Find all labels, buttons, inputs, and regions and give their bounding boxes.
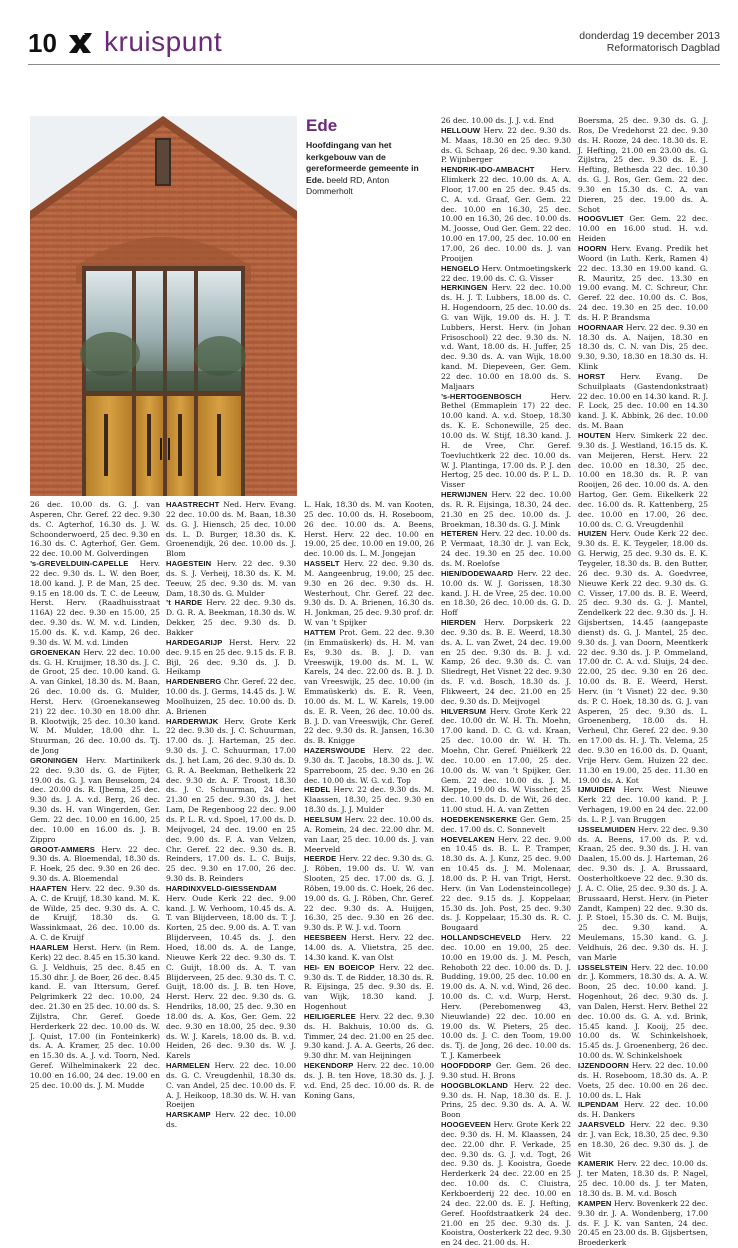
church-service-entry xyxy=(30,559,160,648)
service-times: Herv. 22 dec. 9.30 ds. A. Bloemendal, 18.30 ds. F. Hoek, 25 dec. 9.30 en 26 dec. 9.30 ds. A. Bloemendal xyxy=(30,844,161,884)
service-times: Herv. 22 dec. 9.30 ds. M. Klaassen, 18.30, 25 dec. 9.30 en 18.30 ds. J. J. Mulder xyxy=(304,785,434,815)
church-service-entry xyxy=(578,1061,708,1100)
place-name: HOLLANDSCHEVELD xyxy=(441,933,521,943)
church-service-entry xyxy=(441,1081,571,1120)
church-service-entry xyxy=(304,500,434,559)
church-service-entry xyxy=(304,628,434,746)
church-service-entry xyxy=(441,1061,571,1081)
place-name: GROOT-AMMERS xyxy=(30,844,95,854)
service-times: Herv. 22 dec. 9.30 ds. A. C. de Kruijf, 18.30 kand. M. K. de Wilde, 25 dec. 9.30 ds. A. C. de Kruijf, 18.30 ds. G. Wassinkmaat, 26 dec. 10.00 ds. A. C. de Kruijf xyxy=(30,883,161,943)
church-service-entry xyxy=(578,116,708,214)
service-times: Herv. 22 dec. 10.00 ds. A. Romein, 24 dec. 22.00 dhr. M. van Laar, 25 dec. 10.00 ds. J. van Meerveld xyxy=(304,815,434,854)
church-service-entry xyxy=(441,815,571,835)
place-name: HASSELT xyxy=(304,559,340,569)
place-name: HOEDEKENSKERKE xyxy=(441,814,518,824)
place-name: HAGESTEIN xyxy=(166,559,212,569)
place-name: GROENEKAN xyxy=(30,647,81,657)
church-service-entry xyxy=(166,717,296,884)
place-name: HELLOUW xyxy=(441,125,481,135)
caption-text xyxy=(306,140,436,198)
service-times: 26 dec. 10.00 ds. J. J. v.d. End xyxy=(441,116,554,125)
place-name: HENGELO xyxy=(441,263,480,273)
service-times: Ger. Gem. 25 dec. 17.00 ds. C. Sonnevelt xyxy=(441,814,571,834)
place-name: HORST xyxy=(578,371,606,381)
service-times: Herv. 22 dec. 10.00 en 19.00, 25 dec. 10.00 en 19.00 ds. J. M. Pesch, Rehoboth 22 dec. 10.00 ds. D. J. Budding, 19.00, 25 dec. 10.00 en 19.00 ds. A. N. v.d. Wind, 26 dec. 10.00 ds. C. v.d. Wurp, Herst. Herv. (Perebomenweg 43, Nieuwlande) 22 dec. 10.00 en 19.00 ds. W. Pieters, 25 dec. 10.00 ds. J. C. den Toom, 19.00 ds. Tj. de Jong, 26 dec. 10.00 ds. T. J. Kamerbeek xyxy=(441,933,571,1061)
place-name: HARSKAMP xyxy=(166,1110,211,1120)
service-times: Herv. 22 dec. 10.00 ds. G. C. Vreugdenhil, 18.30 ds. C. van Andel, 25 dec. 10.00 ds. F. A. J. Heikoop, 18.30 ds. W. H. van Roeijen xyxy=(166,1061,296,1110)
church-service-entry xyxy=(441,569,571,618)
place-name: ’s-HERTOGENBOSCH xyxy=(441,391,522,401)
service-times: Herv. 22 dec. 10.00 ds. J. B. ten Hove, 18.30 ds. J. J. v.d. End, 25 dec. 10.00 ds. R. de Koning Gans, xyxy=(304,1061,435,1100)
masthead xyxy=(28,22,720,62)
church-service-entry xyxy=(30,648,160,756)
service-times: Herv. 22 dec. 9.30 ds. H. Bakhuis, 10.00 ds. G. Timmer, 24 dec. 21.00 en 25 dec. 9.30 kand. J. A. A. Geerts, 26 dec. 9.30 dhr. M. van Heijningen xyxy=(304,1011,435,1061)
service-times: Herv. 22 dec. 9.30 ds. H. Nap, 18.30 ds. E. J. Prins, 25 dec. 9.30 ds. A. A. W. Boon xyxy=(441,1080,572,1120)
place-name: KAMERIK xyxy=(578,1159,615,1169)
church-service-entry xyxy=(441,165,571,263)
church-service-entry xyxy=(441,933,571,1061)
service-times: Herv. 22 dec. 10.00 dr. J. Kommers, 18.30 ds. A. A. W. Boon, 25 dec. 10.00 kand. J. Hogenhout, 26 dec. 9.30 ds. J. van Dalen, Herst. Herv. Bethel 22 dec. 10.00 ds. G. A. v.d. Brink, 15.45 kand. J. Kooij, 25 dec. 10.00 ds. W. Schinkelshoek, 15.45 ds. J. Groenenberg, 26 dec. 10.00 ds. W. Schinkelshoek xyxy=(578,962,708,1061)
church-facade-photo xyxy=(30,116,297,496)
service-times: Herv. 22 dec. 9.30 ds. T. de Ridder, 18.30 ds. R. R. Eijsinga, 25 dec. 9.30 ds. E. van Wijk, 18.30 kand. J. Hogenhout xyxy=(304,962,434,1012)
service-times: Herv. 22 dec. 10.00 ds. G. H. Kruijmer, 18.30 ds. J. C. de Groot, 25 dec. 10.00 kand. G. A. van Ginkel, 18.30 ds. M. Baan, 26 dec. 10.00 ds. G. Mulder, Herst. Herv. (Groenekanseweg 21) 22 dec. 10.30 en 18.00 dhr. B. Klootwijk, 25 dec. 10.30 kand. W. M. Mulder, 18.00 dhr. L. Stuurman, 26 dec. 10.00 ds. Tj. de Jong xyxy=(30,647,160,756)
place-name: HIEN/DODEWAARD xyxy=(441,568,514,578)
church-service-entry xyxy=(578,431,708,529)
service-times: Boersma, 25 dec. 9.30 ds. G. J. Ros, De Vredehorst 22 dec. 9.30 ds. H. Rooze, 24 dec. 18.30 ds. E. J. Hefting, 21.00 en 23.00 ds. G. Zijlstra, 25 dec. 9.30 ds. E. J. Hefting, Bethesda 22 dec. 10.30 ds. G. J. Ros, Ger. Gem. 22 dec. 9.30 en 15.30 ds. C. A. van Dieren, 25 dec. 19.00 ds. A. Schot xyxy=(578,116,708,214)
listing-column-3 xyxy=(304,500,435,1100)
church-service-entry xyxy=(578,963,708,1061)
service-times: Ned. Herv. Evang. 22 dec. 10.00 ds. M. Baan, 18.30 ds. G. J. Hiensch, 25 dec. 10.00 ds. L. D. Burger, 18.30 ds. K. Groenendijk, 26 dec. 10.00 ds. J. Blom xyxy=(166,500,296,559)
church-service-entry xyxy=(166,500,296,559)
place-name: ILPENDAM xyxy=(578,1100,619,1110)
place-name: HILVERSUM xyxy=(441,706,487,716)
church-service-entry xyxy=(30,884,160,943)
service-times: Herv. 22 dec. 9.30 ds. G. J. Röben, 19.00 ds. U. W. van Slooten, 25 dec. 17.00 ds. G. J. Röben, 19.00 ds. C. Hoek, 26 dec. 19.00 ds. G. J. Röben, Chr. Geref. 22 dec. 9.30 ds. A. Huijgen, 16.30, 25 dec. 9.30 en 26 dec. 9.30 ds. P. W. J. v.d. Toorn xyxy=(304,854,434,933)
place-name: HIERDEN xyxy=(441,618,476,628)
caption-title: Ede xyxy=(306,116,338,135)
place-name: HETEREN xyxy=(441,529,478,539)
church-service-entry xyxy=(578,323,708,372)
listing-column-4 xyxy=(441,116,572,1248)
church-service-entry xyxy=(304,815,434,854)
place-name: HATTEM xyxy=(304,627,336,637)
place-name: HARDENBERG xyxy=(166,677,222,687)
service-times: Chr. Geref. 22 dec. 10.00 ds. J. Germs, 14.45 ds. J. W. Moolhuizen, 25 dec. 10.00 ds. D. A. Brienen xyxy=(166,677,296,716)
place-name: HOOGEVEEN xyxy=(441,1120,491,1130)
cross-icon xyxy=(66,30,94,58)
service-times: Herv. 22 dec. 9.30 ds. S. J. Verheij, 18.30 ds. K. M. Teeuw, 25 dec. 9.30 ds. M. van Dam, 18.30 ds. G. Mulder xyxy=(166,559,296,598)
church-service-entry xyxy=(166,884,296,1061)
service-times: Ger. Gem. 22 dec. 10.00 en 16.00 stud. H. v.d. Heiden xyxy=(578,214,708,244)
church-service-entry xyxy=(578,529,708,785)
service-times: Herv. 22 dec. 9.30 ds. M. Maas, 18.30 en 25 dec. 9.30 ds. G. Schaap, 26 dec. 9.30 kand. P. Wijnberger xyxy=(441,125,572,165)
service-times: Herst. Herv. (in Rem. Kerk) 22 dec. 8.45 en 15.30 kand. G. J. Veldhuis, 25 dec. 8.45 en 15.30 dhr. J. de Boer, 26 dec. 8.45 kand. E. van Ittersum, Geref. Pelgrimkerk 22 dec. 10.00, 24 dec. 21.30 en 25 dec. 10.00 ds. S. Zijlstra, Chr. Geref. Goede Herderkerk 22 dec. 10.00 ds. W. J. Quist, 17.00 (in Fonteinkerk) ds. A. A. Kramer, 25 dec. 10.00 en 15.30 ds. A. J. v.d. Toorn, Ned. Geref. Wilhelminakerk 22 dec. 10.00 en 16.00, 24 dec. 19.00 en 25 dec. 10.00 ds. J. M. Mudde xyxy=(30,942,160,1090)
church-service-entry xyxy=(166,677,296,716)
service-times: Herv. 22 dec. 9.30 en 18.30 ds. A. Naijen, 18.30 en 18.30 ds. C. N. van Dis, 25 dec. 9.30, 9.30, 18.30 en 18.30 ds. H. Klink xyxy=(578,322,708,372)
place-name: HEELSUM xyxy=(304,815,342,824)
service-times: Herv. 22 dec. 10.00 ds. H. J. T. Lubbers, 18.00 ds. C. H. Hogendoorn, 25 dec. 10.00 ds. G. van Wijk, 19.00 ds. H. J. T. Lubbers, Herst. Herv. (in Johan Frisoschool) 22 dec. 9.30 ds. N. v.d. Want, 18.00 ds. H. Juffer, 25 dec. 9.30 ds. A. van Wijk, 18.00 kand. M. Diepeveen, Ger. Gem. 22 dec. 10.00 en 18.00 ds. S. Maljaars xyxy=(441,283,571,391)
service-times: Herv. 22 dec. 10.00 ds. P. Vermaat, 18.30 dr. J. van Eck, 24 dec. 19.30 en 25 dec. 10.00 ds. M. Roelofse xyxy=(441,529,571,568)
service-times: Herv. 22 dec. 9.30 ds. A. Beens, 17.00 ds. P. v.d. Kraan, 25 dec. 9.30 ds. J. H. van Daalen, 15.00 ds. J. Harteman, 26 dec. 9.30 ds. J. A. Brussaard, Oosterholtkoeve 22 dec. 9.30 ds. J. A. C. Olie, 25 dec. 9.30 ds. J. A. Brussaard, Herst. Herv. (in Pieter Zandt, Kampen) 22 dec. 9.30 ds. J. P. Stoel, 15.30 ds. C. M. Buijs, 25 dec. 9.30 kand. A. Meulemans, 15.30 kand. G. J. Veldhuis, 26 dec. 9.30 ds. H. J. van Marle xyxy=(578,824,708,962)
service-times: Herv. 22 dec. 10.00 ds. xyxy=(166,1110,297,1130)
church-service-entry xyxy=(30,756,160,845)
service-times: Ger. Gem. 26 dec. 9.30 stud. H. Brons xyxy=(441,1061,571,1080)
place-name: HOORN xyxy=(578,243,607,253)
church-service-entry xyxy=(166,638,296,677)
place-name: HERWIJNEN xyxy=(441,490,488,500)
place-name: HAARLEM xyxy=(30,942,69,952)
place-name: HOUTEN xyxy=(578,431,611,440)
place-name: HARDERWIJK xyxy=(166,716,219,726)
place-name: HARMELEN xyxy=(166,1061,210,1071)
place-name: IJSSELMUIDEN xyxy=(578,824,636,834)
place-name: IJZENDOORN xyxy=(578,1061,629,1070)
place-name: KAMPEN xyxy=(578,1198,612,1208)
church-service-entry xyxy=(441,707,571,815)
caption-credit: beeld RD, Anton Dommerholt xyxy=(306,174,390,196)
place-name: HEERDE xyxy=(304,854,337,864)
service-times: Herv. Grote Kerk 22 dec. 10.00 dr. W. H. Th. Moehn, 17.00 kand. D. C. G. v.d. Kraan, 25 dec. 10.00 dr. W. H. Th. Moehn, Chr. Geref. Pniëlkerk 22 dec. 10.00 en 17.00, 25 dec. 10.00 ds. W. van ’t Spijker, Ger. Gem. 22 dec. 10.00 ds. J. M. Kleppe, 19.00 ds. W. Visscher, 25 dec. 10.00 ds. D. de Wit, 26 dec. 11.00 stud. H. A. van Zetten xyxy=(441,706,572,815)
service-times: Herv. Evang. De Schuilplaats (Gastendonkstraat) 22 dec. 10.00 en 14.30 kand. R. J. F. Lock, 25 dec. 10.00 en 14.30 kand. J. K. Abbink, 26 dec. 10.00 ds. M. Baan xyxy=(578,371,708,431)
place-name: HOOFDDORP xyxy=(441,1061,492,1070)
service-times: Herv. 22 dec. 10.00 ds. J. ter Maten, 18.30 ds. P. Nagel, 25 dec. 10.00 ds. J. ter Maten, 18.30 ds. B. M. v.d. Bosch xyxy=(578,1159,708,1198)
service-times: Herv. 22 dec. 9.30 ds. M. Aangeenbrug, 19.00, 25 dec. 9.30 en 26 dec. 9.30 ds. H. Westerhout, Chr. Geref. 22 dec. 9.30 ds. D. A. Brienen, 16.30 ds. H. Jonkman, 25 dec. 9.30 prof. dr. W. van ’t Spijker xyxy=(304,559,435,628)
caption-lead: Hoofdingang van het kerkgebouw van de gereformeerde gemeente in Ede. xyxy=(306,140,419,185)
masthead-rule xyxy=(28,64,720,65)
place-name: HARDEGARIJP xyxy=(166,637,223,647)
service-times: Herv. 22 dec. 9.30 ds. L. W. den Boer, 18.00 kand. J. P. de Man, 25 dec. 9.15 en 18.00 ds. T. C. de Leeuw, Herst. Herv. (Raadhuisstraat 116A) 22 dec. 9.30 en 15.00, 25 dec. 9.30 ds. W. M. v.d. Linden, 15.00 ds. K. v.d. Kamp, 26 dec. 9.30 ds. W. M. v.d. Linden xyxy=(30,559,160,647)
church-service-entry xyxy=(578,1199,708,1248)
place-name: HEESBEEN xyxy=(304,933,347,943)
service-times: 26 dec. 10.00 ds. G. J. van Asperen, Chr. Geref. 22 dec. 9.30 ds. C. Agterhof, 16.30 ds. J. W. Schoonderwoerd, 25 dec. 9.30 en 16.30 ds. C. Agterhof, Ger. Gem. 22 dec. 10.00 M. Golverdingen xyxy=(30,500,160,559)
listing-column-1 xyxy=(30,500,161,1090)
church-service-entry xyxy=(578,825,708,963)
church-service-entry xyxy=(441,1120,571,1248)
service-times: Herst. Herv. 22 dec. 9.15 en 25 dec. 9.15 ds. F. B. Bijl, 26 dec. 9.30 ds. J. D. Heikamp xyxy=(166,637,296,677)
church-service-entry xyxy=(441,490,571,529)
service-times: Herst. Herv. 22 dec. 14.00 ds. A. Vlietstra, 25 dec. 14.30 kand. K. van Olst xyxy=(304,933,435,962)
listing-column-5 xyxy=(578,116,709,1248)
place-name: HENDRIK-IDO-AMBACHT xyxy=(441,165,535,175)
place-name: IJSSELSTEIN xyxy=(578,962,628,972)
place-name: HAAFTEN xyxy=(30,883,67,893)
place-name: ’s-GREVELDUIN-CAPELLE xyxy=(30,559,129,569)
church-service-entry xyxy=(304,1012,434,1061)
church-service-entry xyxy=(166,598,296,637)
service-times: Herv. Dorpskerk 22 dec. 9.30 ds. B. E. Weerd, 18.30 ds. A. L. van Zwet, 24 dec. 19.00 en 25 dec. 9.30 ds. B. J. v.d. Kamp, 26 dec. 9.30 ds. C. van Sliedregt, Het Visnet 22 dec. 9.30 ds. F. v.d. Bosch, 18.30 ds. J. Flikweert, 24 dec. 21.00 en 25 dec. 9.30 ds. D. Meijvogel xyxy=(441,618,572,706)
service-times: Herv. 22 dec. 9.30 ds. D. G. R. A. Beekman, 18.30 ds. W. Dekker, 25 dec. 9.30 ds. D. Bakker xyxy=(166,598,296,637)
church-service-entry xyxy=(441,835,571,933)
listing-column-2 xyxy=(166,500,297,1130)
place-name: HOORNAAR xyxy=(578,322,624,332)
church-service-entry xyxy=(304,785,434,815)
service-times: Herv. Grote Kerk 22 dec. 9.30 ds. H. M. Klaassen, 24 dec. 22.00 dhr. F. Verkade, 25 dec. 9.30 ds. G. J. v.d. Togt, 26 dec. 9.30 ds. J. Kooistra, Goede Herderkerk 24 dec. 22.00 en 25 dec. 10.00 ds. C. Cluistra, Kerkboerderij 22 dec. 10.00 en 24 dec. 22.00 ds. E. J. Hefting, Geref. Hoofdstraatkerk 24 dec. 21.00 en 25 dec. 9.30 ds. J. Kooistra, Oosterkerk 22 dec. 9.30 en 24 dec. 21.00 ds. H. xyxy=(441,1120,571,1248)
church-service-entry xyxy=(304,963,434,1012)
place-name: HEILIGERLEE xyxy=(304,1011,356,1021)
church-service-entry xyxy=(578,785,708,824)
church-service-entry xyxy=(30,500,160,559)
church-facade-illustration xyxy=(30,116,297,496)
service-times: Herv. 22 dec. 10.00 ds. W. J. Gorissen, 18.30 kand. J. H. de Vree, 25 dec. 10.00 en 18.30, 26 dec. 10.00 ds. G. D. Hoff xyxy=(441,568,571,618)
service-times: Herv. 22 dec. 10.00 ds. H. Roseboom, 18.30 ds. A. P. Voets, 25 dec. 10.00 en 26 dec. 10.00 ds. L. Hak xyxy=(578,1061,709,1100)
issue-info xyxy=(579,30,720,54)
issue-date: donderdag 19 december 2013 xyxy=(579,30,720,42)
church-service-entry xyxy=(578,372,708,431)
place-name: HAZERSWOUDE xyxy=(304,746,366,756)
place-name: HERKINGEN xyxy=(441,283,488,293)
photo-caption xyxy=(306,116,436,198)
church-service-entry xyxy=(441,529,571,568)
service-times: Herv. Evang. Predik het Woord (in Luth. Kerk, Ramen 4) 22 dec. 13.30 en 19.00 kand. G. R. Mauritz, 25 dec. 13.30 en 19.00 evang. M. C. Schreur, Chr. Geref. 22 dec. 10.00 ds. C. Bos, 24 dec. 19.30 en 25 dec. 10.00 ds. H. P. Brandsma xyxy=(578,243,708,322)
church-service-entry xyxy=(578,1159,708,1198)
place-name: HAASTRECHT xyxy=(166,500,220,509)
church-service-entry xyxy=(441,116,571,126)
church-service-entry xyxy=(166,1061,296,1110)
church-service-entry xyxy=(441,618,571,707)
service-times: Herv. 22 dec. 9.30 dr. J. van Eck, 18.30, 25 dec. 9.30 en 18.30, 26 dec. 9.30 ds. J. de Wit xyxy=(578,1120,708,1159)
page-number: 10 xyxy=(28,28,57,58)
service-times: Herv. Martinikerk 22 dec. 9.30 ds. G. de Fijter, 19.00 ds. G. J. van Beusekom, 24 dec. 20.00 ds. R. IJbema, 25 dec. 9.30 ds. J. A. v.d. Berg, 26 dec. 9.30 ds. H. van Wingerden, Ger. Gem. 22 dec. 10.00 en 16.00, 25 dec. 10.00 en 16.00 ds. J. B. Zippro xyxy=(30,755,160,844)
place-name: HUIZEN xyxy=(578,529,607,539)
place-name: HEI- EN BOEICOP xyxy=(304,962,375,972)
service-times: Herv. Grote Kerk 22 dec. 9.30 ds. J. C. Schuurman, 17.00 ds. J. Harteman, 25 dec. 9.30 ds. J. C. Schuurman, 17.00 ds. J. het Lam, 26 dec. 9.30 ds. D. G. R. A. Beekman, Bethelkerk 22 dec. 9.30 dr. A. F. Troost, 18.30 ds. J. C. Schuurman, 24 dec. 21.30 en 25 dec. 9.30 ds. J. het Lam, De Regenboog 22 dec. 9.00 ds. P. L. R. v.d. Spoel, 17.00 ds. D. Meijvogel, 24 dec. 19.00 en 25 dec. 9.00 ds. F. A. van Velzen, Chr. Geref. 22 dec. 9.30 ds. B. Reinders, 17.00 ds. L. C. Buijs, 25 dec. 9.30 en 17.00, 26 dec. 9.30 ds. B. Reinders xyxy=(166,716,296,884)
section-title: kruispunt xyxy=(104,26,223,57)
church-service-entry xyxy=(30,845,160,884)
place-name: JAARSVELD xyxy=(578,1120,625,1130)
church-service-entry xyxy=(578,244,708,323)
place-name: GRONINGEN xyxy=(30,755,78,765)
service-times: Herv. Ontmoetingskerk 22 dec. 19.00 ds. C. G. Visser xyxy=(441,263,571,283)
church-service-entry xyxy=(441,392,571,490)
service-times: Herv. 22 dec. 10.00 ds. R. R. Eijsinga, 18.30, 24 dec. 21.30 en 25 dec. 10.00 ds. J. Broekman, 18.30 ds. G. J. Mink xyxy=(441,490,571,529)
service-times: L. Hak, 18.30 ds. M. van Kooten, 25 dec. 10.00 ds. H. Roseboom, 26 dec. 10.00 ds. A. Beens, Herst. Herv. 22 dec. 10.00 en 19.00, 25 dec. 10.00 en 19.00, 26 dec. 10.00 ds. L. M. Jongejan xyxy=(304,500,434,559)
place-name: ’t HARDE xyxy=(166,598,203,608)
church-service-entry xyxy=(441,126,571,165)
church-service-entry xyxy=(304,854,434,933)
church-service-entry xyxy=(578,1100,708,1120)
place-name: HARDINXVELD-GIESSENDAM xyxy=(166,883,277,893)
church-service-entry xyxy=(304,559,434,628)
church-service-entry xyxy=(578,214,708,244)
place-name: HOOGVLIET xyxy=(578,214,624,224)
place-name: HOOGBLOKLAND xyxy=(441,1080,509,1090)
newspaper-name: Reformatorisch Dagblad xyxy=(606,42,720,54)
place-name: IJMUIDEN xyxy=(578,785,616,795)
service-times: Herv. Elimkerk 22 dec. 10.00 ds. A. A. Floor, 17.00 en 25 dec. 9.45 ds. C. A. v.d. Graaf, Ger. Gem. 22 dec. 10.00 en 16.30, 25 dec. 10.00 en 16.30, 26 dec. 10.00 ds. M. Joosse, Oud Ger. Gem. 22 dec. 10.00 en 17.00, 25 dec. 10.00 en 17.00, 26 dec. 10.00 ds. J. van Prooijen xyxy=(441,165,571,263)
church-service-entry xyxy=(166,1110,296,1130)
church-service-entry xyxy=(304,746,434,785)
service-times: Herv. Simkerk 22 dec. 9.30 ds. J. Westland, 16.15 ds. K. van Meijeren, Herst. Herv. 22 dec. 10.00 en 18.30, 25 dec. 10.00 en 18.30 ds. R. P. van Rooijen, 26 dec. 10.00 ds. A. den Hartog, Ger. Gem. Eikelkerk 22 dec. 16.00 ds. R. Kattenberg, 25 dec. 10.00 en 17.00, 26 dec. 10.00 ds. C. G. Vreugdenhil xyxy=(578,431,708,529)
church-service-entry xyxy=(578,1120,708,1159)
service-times: Herv. Oude Kerk 22 dec. 9.00 kand. J. W. Verhoom, 10.45 ds. A. T. van Blijderveen, 18.00 ds. T. J. Korten, 25 dec. 9.00 ds. A. T. van Blijderveen, 10.45 ds. J. den Hoed, 18.00 ds. A. de Lange, Nieuwe Kerk 22 dec. 9.30 ds. T. C. Guijt, 18.00 ds. A. T. van Blijderveen, 25 dec. 9.30 ds. T. C. Guijt, 18.00 ds. J. B. ten Hove, Herst. Herv. 22 dec. 9.30 ds. G. Hendriks, 18.00, 25 dec. 9.30 en 18.00 ds. A. Kos, Ger. Gem. 22 dec. 9.30 en 18.00, 25 dec. 9.30 ds. W. J. Karels, 18.00 ds. B. v.d. Heiden, 26 dec. 9.30 ds. W. J. Karels xyxy=(166,893,296,1061)
place-name: HEKENDORP xyxy=(304,1061,354,1071)
service-times: Herv. 22 dec. 10.00 ds. H. Dankers xyxy=(578,1100,708,1120)
service-times: Herv. West Nieuwe Kerk 22 dec. 10.00 kand. P. J. Verhagen, 19.00 en 24 dec. 22.00 ds. L. P. J. van Bruggen xyxy=(578,785,708,824)
service-times: Prot. Gem. 22 dec. 9.30 (in Emmaüskerk) ds. H. M. van Es, 9.30 ds. B. J. D. van Vreeswijk, 19.00 ds. M. L. W. Karels, 24 dec. 22.00 ds. B. J. D. van Vreeswijk, 25 dec. 10.00 (in Emmaüskerk) ds. E. R. Veen, 10.00 ds. M. L. W. Karels, 19.00 ds. E. R. Veen, 26 dec. 10.00 ds. B. J. D. van Vreeswijk, Chr. Geref. 22 dec. 9.30 ds. R. Jansen, 16.30 ds. B. Knigge xyxy=(304,627,435,746)
place-name: HOEVELAKEN xyxy=(441,834,495,844)
church-service-entry xyxy=(304,933,434,963)
service-times: Herv. Bethel (Emmaplein 17) 22 dec. 10.00 kand. A. v.d. Stoep, 18.30 ds. K. E. Schonewille, 25 dec. 10.00 ds. W. Stijf, 18.30 kand. J. H. de Vree, Chr. Geref. Toevluchtkerk 22 dec. 10.00 ds. W. J. Plantinga, 17.00 ds. P. J. den Hertog, 25 dec. 10.00 ds. P. L. D. Visser xyxy=(441,391,571,490)
service-times: Herv. Bovenkerk 22 dec. 9.30 dr. J. A. Wondenberg, 17.00 ds. F. J. K. van Santen, 24 dec. 20.45 en 23.00 ds. B. Gijsbertsen, Broederkerk xyxy=(578,1198,709,1248)
service-times: Herv. 22 dec. 9.30 ds. T. Jacobs, 18.30 ds. J. W. Sparreboom, 25 dec. 9.30 en 26 dec. 10.00 ds. W. G. v.d. Top xyxy=(304,746,435,785)
church-service-entry xyxy=(441,264,571,284)
church-service-entry xyxy=(304,1061,434,1100)
church-service-entry xyxy=(441,283,571,391)
service-times: Herv. Oude Kerk 22 dec. 9.30 ds. E. K. Teygeler, 18.00 ds. G. Herwig, 25 dec. 9.30 ds. E. K. Teygeler, 18.30 ds. B. den Butter, 26 dec. 9.30 ds. A. Goedvree, Nieuwe Kerk 22 dec. 9.30 ds. G. C. Visser, 17.00 ds. B. E. Weerd, 25 dec. 9.30 ds. G. J. Mantel, Zendelkerk 22 dec. 9.30 ds. J. H. Gijsbertsen, 14.45 (aangepaste dienst) ds. G. J. Mantel, 25 dec. 9.30 ds. J. van Doorn, Meentkerk 22 dec. 9.30 ds. J. P. Ommeland, 17.00 dr. C. A. v.d. Sluijs, 24 dec. 22.00, 25 dec. 9.30 en 26 dec. 10.00 ds. B. E. Weerd, Herst. Herv. (in ’t Visnet) 22 dec. 9.30 ds. P. C. Hoek, 18.30 ds. G. J. van Asperen, 25 dec. 9.30 ds. L. Groenenberg, 18.00 ds. H. Verheul, Chr. Geref. 22 dec. 9.30 en 17.00 ds. H. J. Th. Velema, 25 dec. 9.30 en 16.00 ds. D. Quant, Vrije Herv. Gem. Huizen 22 dec. 11.30 en 19.00, 25 dec. 11.30 en 19.00 ds. A. Kot xyxy=(578,529,708,785)
church-service-entry xyxy=(30,943,160,1091)
church-service-entry xyxy=(166,559,296,598)
service-times: Herv. 22 dec. 9.00 en 10.45 ds. B. L. P. Tramper, 18.30 ds. A. J. Kunz, 25 dec. 9.00 en 10.45 ds. J. M. Molenaar, 18.00 ds. P. H. van Trigt, Herst. Herv. (in Van Lodensteincollege) 22 dec. 9.15 ds. J. Koppelaar, 15.30 ds. Joh. Post, 25 dec. 9.30 ds. J. Koppelaar, 15.30 ds. R. C. Bougaard xyxy=(441,834,571,933)
place-name: HEDEL xyxy=(304,785,331,795)
